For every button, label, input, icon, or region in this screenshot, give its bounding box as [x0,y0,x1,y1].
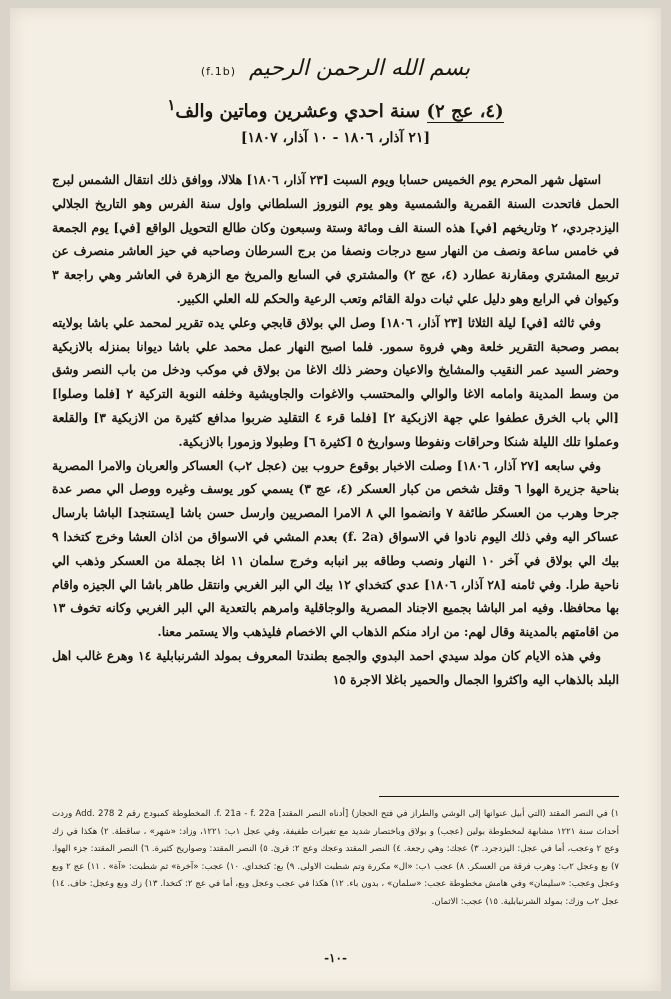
heading-note-ref: ١ [167,96,176,114]
heading-title: سنة احدي وعشرين وماتين والف [175,101,421,122]
paragraph: وفي ثالثه [في] ليلة الثلاثا [٢٣ آذار، ١٨٠٦] وصل الي بولاق قابجي وعلي يده تقرير لمحمد علي باشا بولايته بمصر وصحبة التقرير خلعة وهي فروة سمور. فلما اصبح النهار عمل محمد علي باشا ديوانا بمنزله بالازبكية وحضر السيد عمر النقيب والمشايخ والاعيان وحضر ذلك الاغا من بولاق في موكب ودخل من باب النصر وشق من وسط المدينة وامامه الاغا والوالي والمحتسب والاغوات والجاويشية وخلفه النوبة التركية ٢ [فلما وصلوا] [الي باب الخرق عطفوا علي جهة الازبكية ٢] [فلما قرء ٤ التقليد ضربوا مدافع كثيرة من الازبكية ٣] والقلعة وعملوا تلك الليلة شنكا وحراقات ونفوطا وسواريخ ٥ [كثيرة ٦] وطبولا وزمورا بالازبكية. [52,314,619,449]
paragraph: استهل شهر المحرم يوم الخميس حسابا ويوم السبت [٢٣ آذار، ١٨٠٦] هلالا، ووافق ذلك انتقال الشمس لبرج الحمل فاتحدت السنة القمرية والشمسية وهو يوم النوروز السلطاني واول سنة الفرس وهو التاريخ الجلالي اليزدجردي، ٢ وتاريخهم [في] هذه السنة الف ومائة وستة وسبعون وكان طالع التحويل الواقع [في] يوم الجمعة في خامس ساعة ونصف من النهار سبع درجات ونصفا من برج السرطان وصاحبه في حيز العاشر منصرف عن تربيع المشتري ومقارنة عطارد (٤، عج ٢) والمشتري في السابع والمريخ مع الزهرة في العاشر وهي راجعة ٣ وكيوان في الرابع وهو دليل علي ثبات دولة القائم وتعب الرعية والحكم لله العلي الكبير. [52,172,619,306]
footnote-divider [379,796,619,797]
paragraph: وفي سابعه [٢٧ آذار، ١٨٠٦] وصلت الاخبار بوقوع حروب بين (عجل ٢ب) العساكر والعربان والامرا المصرية بناحية جزيرة الهوا ٦ وقتل شخص من كبار العسكر (٤، عج ٣) يسمي كور يوسف وغيره ووصل الي مصر عدة جرحا وهرب من العسكر طائفة ٧ وانضموا الي ٨ الامرا المصريين وارسل حسن باشا [يستنجد] الباشا بارسال عساكر اليه وفي ذلك اليوم نادوا في الاسواق (f. 2a) بعدم المشي في الاسواق من اذان العشا وخرج كتخدا ٩ بيك الي بولاق في آخر ١٠ النهار ونصب وطاقه ببر انبابه وخرج سلمان ١١ اغا بجملة من العسكر وذهب الي ناحية طرا. وفي ثامنه [٢٨ آذار، ١٨٠٦] عدي كتخداي ١٢ بيك الي البر الغربي وانتقل طاهر باشا الي الجيزه واقام بها محافظا. وفيه امر الباشا بجميع الاجناد المصرية والوجاقلية وامرهم بالتعدية الي البر الغربي وكانه تخوف ١٣ من اقامتهم بالمدينة وقال لهم: من اراد منكم الذهاب الي الاخصام فليذهب والا يستمر معنا. [52,457,620,640]
footnote-block: ١) في النصر المقتد (التي أبيل عنوانها إلى الوشي والطراز في فتح الحجاز) [أدناه النصر المقتد] f. 21a - f. 22a. المخطوطة كمبودج رقم Add. 278 2 وردت أحداث سنة ١٢٢١ مشابهة لمخطوطة بولين (عجب) و بولاق وباختصار شديد مع تغيرات طفيفة، وفي عجل ١ب: ١٢٢١، وزاد: «شهر» ، ساقطة. ٢) هكذا في زك وعج ٢ وعجب، أما في عجل: اليزدجرد. ٣) عجك: وهي رجعة. ٤) النصر المقتد وعجك وعج ٢: قرئ. ٥) النصر المقتد: وصواريخ كثيرة. ٦) النصر المقتد: جزء الهوا. ٧) بع وعجل ٢ب: وهرب فرقة من العسكر. ٨) عجب ١ب: «ال» مكررة وتم شطبت الاولى. ٩) بع: كتخداي. ١٠) عجب: «آخرة» ثم شطبت: «آة» . ١١) عج ٢ وبع وعجل وعجب: «سليمان» وفي هامش مخطوطة عجب: «سلمان» ، بدون باء. ١٢) هكذا في عجب وعجل وبع، أما في عج ٢: كتخدا. ١٣) زك وبع وعجل: خاف. ١٤) عجل ٢ب وزك: بمولد الشرنبابلية. ١٥) عجب: الاثمان. [52,809,620,907]
document-page [10,8,661,991]
footnotes [52,806,619,912]
main-text [52,168,619,692]
heading-manuscript-mark: (٤، عج ٢) [426,101,504,122]
folio-reference: (f.1b) [200,65,236,78]
paragraph: وفي هذه الايام كان مولد سيدي احمد البدوي والجمع بطندتا المعروف بمولد الشرنبابلية ١٤ وهرع غالب اهل البلد بالذهاب اليه واكثروا الجمال والحمير باغلا الاجرة ١٥ [52,647,619,687]
bismillah-text: بسم الله الرحمن الرحيم [249,56,471,81]
page-number: -١٠- [324,951,347,965]
year-heading [100,96,571,122]
date-range: [٢١ آذار، ١٨٠٦ - ١٠ آذار، ١٨٠٧] [240,130,431,146]
bismillah-line [10,56,661,81]
